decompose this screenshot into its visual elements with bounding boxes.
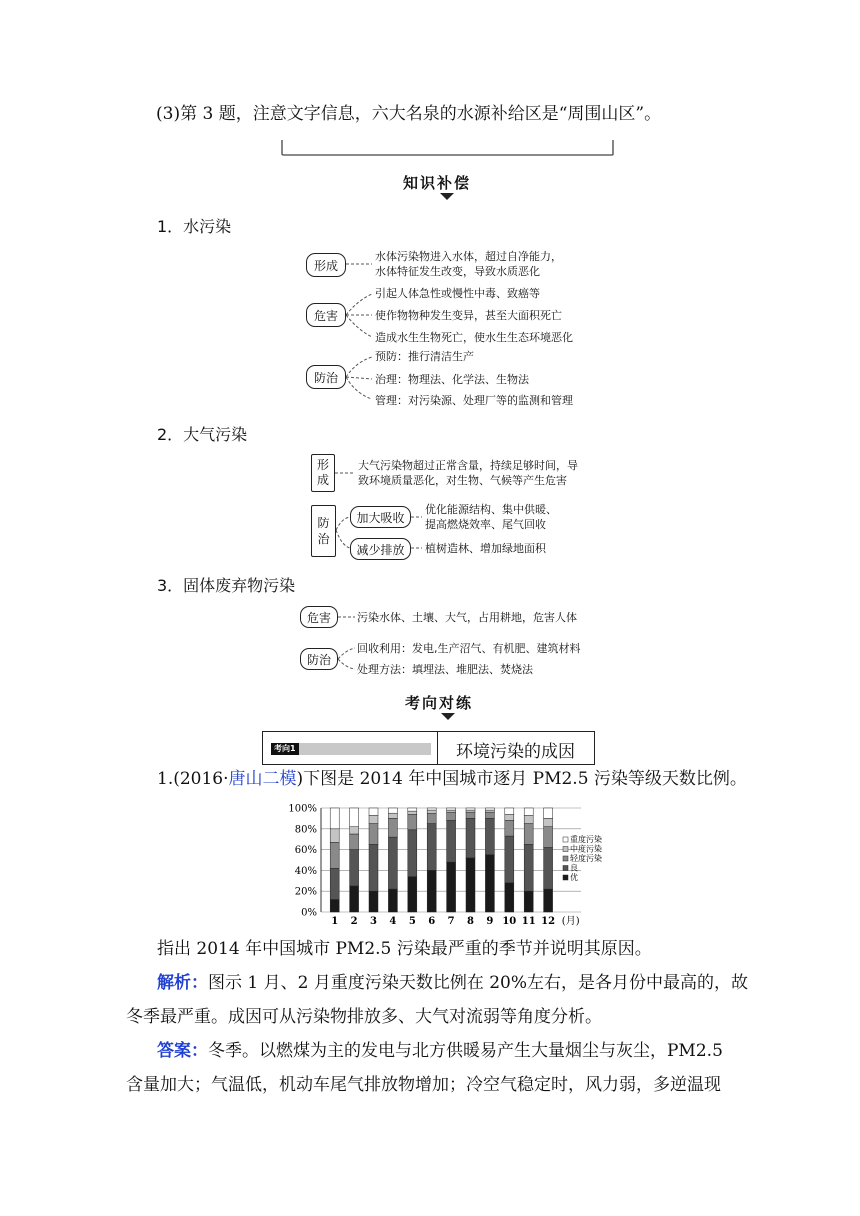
- chart-bar-segment: [524, 891, 533, 912]
- chart-bar-segment: [388, 808, 397, 813]
- chart-bar-segment: [369, 824, 378, 845]
- water-harm-label: 危害: [306, 303, 346, 327]
- chart-legend-swatch: [563, 875, 568, 880]
- chart-bar-segment: [369, 844, 378, 891]
- chart-bar-segment: [427, 824, 436, 871]
- chart-x-tick-label: 6: [428, 916, 436, 927]
- solid-prevent-label: 防治: [300, 648, 338, 670]
- chart-bar-segment: [524, 815, 533, 823]
- chart-bar-segment: [505, 808, 514, 814]
- question-line: [157, 771, 747, 788]
- chart-bar-segment: [330, 900, 339, 912]
- chart-bar-segment: [524, 844, 533, 891]
- water-prevent-item-3: 管理：对污染源、处理厂等的监测和管理: [375, 394, 573, 407]
- solid-harm-label: 危害: [300, 606, 338, 628]
- topic-title: 环境污染的成因: [456, 742, 575, 762]
- chart-x-tick-label: 4: [389, 916, 397, 927]
- chart-bar-segment: [330, 808, 339, 829]
- water-form-text-2: 水体特征发生改变，导致水质恶化: [375, 265, 540, 278]
- chart-bar-segment: [427, 808, 436, 810]
- chart-x-tick-label: 10: [502, 916, 517, 927]
- chart-bar-segment: [485, 855, 494, 912]
- chart-bar-segment: [408, 811, 417, 814]
- chart-legend-label: 重度污染: [570, 835, 602, 844]
- chart-bar-segment: [485, 812, 494, 818]
- chart-x-tick-label: 11: [521, 916, 536, 927]
- answer-label: 答案：: [157, 1041, 208, 1061]
- chart-x-unit: (月): [561, 916, 580, 927]
- water-prevent-label: 防治: [306, 365, 346, 389]
- chart-bar-segment: [330, 842, 339, 868]
- air-prevent-label-1: 防: [317, 516, 330, 530]
- chart-bar-segment: [427, 813, 436, 823]
- water-harm-item-2: 使作物物种发生变异，甚至大面积死亡: [375, 309, 562, 322]
- chart-legend-swatch: [563, 837, 568, 842]
- chart-legend-label: 轻度污染: [570, 854, 602, 863]
- chart-bar-segment: [427, 870, 436, 912]
- chart-bar-segment: [447, 820, 456, 862]
- chart-y-tick-label: 40%: [294, 865, 317, 877]
- chart-bar-segment: [544, 818, 553, 826]
- chart-y-tick-label: 100%: [288, 803, 317, 815]
- chart-bar-segment: [388, 818, 397, 837]
- chart-y-tick-label: 20%: [294, 886, 317, 898]
- chart-bar-segment: [369, 808, 378, 815]
- water-form-label: 形成: [306, 253, 346, 277]
- chart-bar-segment: [330, 868, 339, 899]
- analysis-text-2: 冬季最严重。成因可从污染物排放多、大气对流弱等角度分析。: [126, 1007, 602, 1027]
- chart-bar-segment: [466, 812, 475, 818]
- chart-legend-swatch: [563, 856, 568, 861]
- analysis-text-1: 图示 1 月、2 月重度污染天数比例在 20%左右，是各月份中最高的，故: [208, 973, 749, 993]
- air-absorb-text-2: 提高燃烧效率、尾气回收: [425, 518, 546, 531]
- answer-block: [126, 1034, 746, 1102]
- question-source: 唐山二模: [228, 769, 297, 789]
- chart-bar-segment: [544, 808, 553, 818]
- air-reduce-label: 减少排放: [350, 538, 411, 560]
- chart-bar-segment: [466, 808, 475, 810]
- air-form-text-2: 致环境质量恶化，对生物、气候等产生危害: [358, 474, 567, 487]
- knowledge-header: 知识补偿: [403, 174, 472, 192]
- chart-bar-segment: [505, 820, 514, 836]
- chart-bar-segment: [350, 827, 359, 834]
- chart-legend-label: 良: [570, 863, 578, 873]
- chart-bar-segment: [447, 862, 456, 912]
- chart-y-tick-label: 0%: [301, 907, 317, 919]
- chart-x-tick-label: 8: [467, 916, 474, 927]
- chart-bar-segment: [408, 877, 417, 912]
- chart-bar-segment: [388, 837, 397, 889]
- question-text: )下图是 2014 年中国城市逐月 PM2.5 污染等级天数比例。: [296, 769, 747, 789]
- solid-prevent-item-1: 回收利用：发电,生产沼气、有机肥、建筑材料: [357, 642, 581, 655]
- chart-bar-segment: [524, 824, 533, 845]
- chart-x-tick-label: 9: [486, 916, 494, 927]
- chart-bar-segment: [388, 889, 397, 912]
- chart-bar-segment: [330, 829, 339, 843]
- topic-tag-cell: [263, 732, 438, 764]
- air-absorb-label: 加大吸收: [350, 506, 411, 528]
- chart-bar-segment: [505, 836, 514, 883]
- air-form-label-2: 成: [316, 473, 329, 487]
- topic-box: [262, 731, 595, 765]
- intro-line: (3)第 3 题，注意文字信息，六大名泉的水源补给区是“周围山区”。: [156, 104, 662, 124]
- chart-x-tick-label: 12: [541, 916, 556, 927]
- chart-legend-swatch: [563, 866, 568, 871]
- chart-bar-segment: [524, 808, 533, 815]
- chart-bar-segment: [485, 810, 494, 812]
- water-form-text-1: 水体污染物进入水体，超过自净能力，: [375, 250, 562, 263]
- solid-harm-text: 污染水体、土壤、大气，占用耕地，危害人体: [357, 611, 577, 624]
- air-prevent-label-2: 治: [317, 532, 330, 546]
- chart-x-tick-label: 1: [331, 916, 339, 927]
- chart-bar-segment: [466, 818, 475, 858]
- chart-x-tick-label: 7: [447, 916, 455, 927]
- chart-legend-swatch: [563, 847, 568, 852]
- pm25-chart-svg: [283, 800, 613, 930]
- chart-bar-segment: [427, 810, 436, 813]
- chart-bar-segment: [505, 883, 514, 912]
- answer-text-1: 冬季。以燃煤为主的发电与北方供暖易产生大量烟尘与灰尘，PM2.5: [208, 1041, 723, 1061]
- answer-text-2: 含量加大；气温低，机动车尾气排放物增加；冷空气稳定时，风力弱，多逆温现: [126, 1075, 721, 1095]
- pm25-chart: [283, 800, 613, 930]
- chart-bar-segment: [388, 813, 397, 818]
- topic-tag: 考向1: [271, 743, 299, 755]
- chart-legend-label: 中度污染: [570, 844, 602, 854]
- chart-bar-segment: [408, 830, 417, 877]
- chart-bar-segment: [447, 810, 456, 812]
- question-prefix: 1.(2016·: [157, 769, 229, 789]
- chart-bar-segment: [544, 848, 553, 890]
- exercise-header: 考向对练: [405, 694, 474, 712]
- chart-bar-segment: [408, 814, 417, 830]
- chart-bar-segment: [505, 814, 514, 820]
- chart-bar-segment: [466, 810, 475, 812]
- solid-prevent-item-2: 处理方法：填埋法、堆肥法、焚烧法: [357, 663, 533, 676]
- water-harm-item-3: 造成水生生物死亡，使水生生态环境恶化: [375, 331, 573, 344]
- air-section-title: 2．大气污染: [157, 425, 248, 444]
- analysis-label: 解析：: [157, 973, 208, 993]
- chart-bar-segment: [350, 834, 359, 850]
- chart-x-tick-label: 2: [350, 916, 358, 927]
- chart-bar-segment: [350, 850, 359, 886]
- chart-x-tick-label: 5: [408, 916, 416, 927]
- chart-y-tick-label: 60%: [294, 845, 317, 857]
- water-prevent-item-2: 治理：物理法、化学法、生物法: [375, 373, 529, 386]
- water-prevent-item-1: 预防：推行清洁生产: [375, 350, 474, 363]
- question-ask: 指出 2014 年中国城市 PM2.5 污染最严重的季节并说明其原因。: [157, 939, 652, 959]
- water-harm-item-1: 引起人体急性或慢性中毒、致癌等: [375, 287, 540, 300]
- chart-legend-label: 优: [570, 873, 578, 882]
- chart-bar-segment: [485, 818, 494, 854]
- analysis-block: [126, 966, 749, 1034]
- chart-bar-segment: [350, 886, 359, 912]
- air-reduce-text: 植树造林、增加绿地面积: [425, 542, 546, 555]
- air-absorb-text-1: 优化能源结构、集中供暖、: [425, 503, 557, 516]
- chart-bar-segment: [369, 891, 378, 912]
- chart-bar-segment: [447, 812, 456, 820]
- water-section-title: 1．水污染: [157, 217, 232, 236]
- chart-bar-segment: [350, 808, 359, 827]
- chart-x-tick-label: 3: [370, 916, 377, 927]
- chart-bar-segment: [369, 815, 378, 823]
- chart-bar-segment: [408, 808, 417, 811]
- chart-bar-segment: [544, 889, 553, 912]
- chart-bar-segment: [485, 808, 494, 810]
- chart-bar-segment: [466, 858, 475, 912]
- chart-y-tick-label: 80%: [294, 824, 317, 836]
- air-form-label-1: 形: [316, 458, 329, 472]
- chart-bar-segment: [544, 827, 553, 848]
- chart-bar-segment: [447, 808, 456, 810]
- solid-section-title: 3．固体废弃物污染: [157, 576, 296, 595]
- air-form-text-1: 大气污染物超过正常含量，持续足够时间，导: [358, 459, 578, 472]
